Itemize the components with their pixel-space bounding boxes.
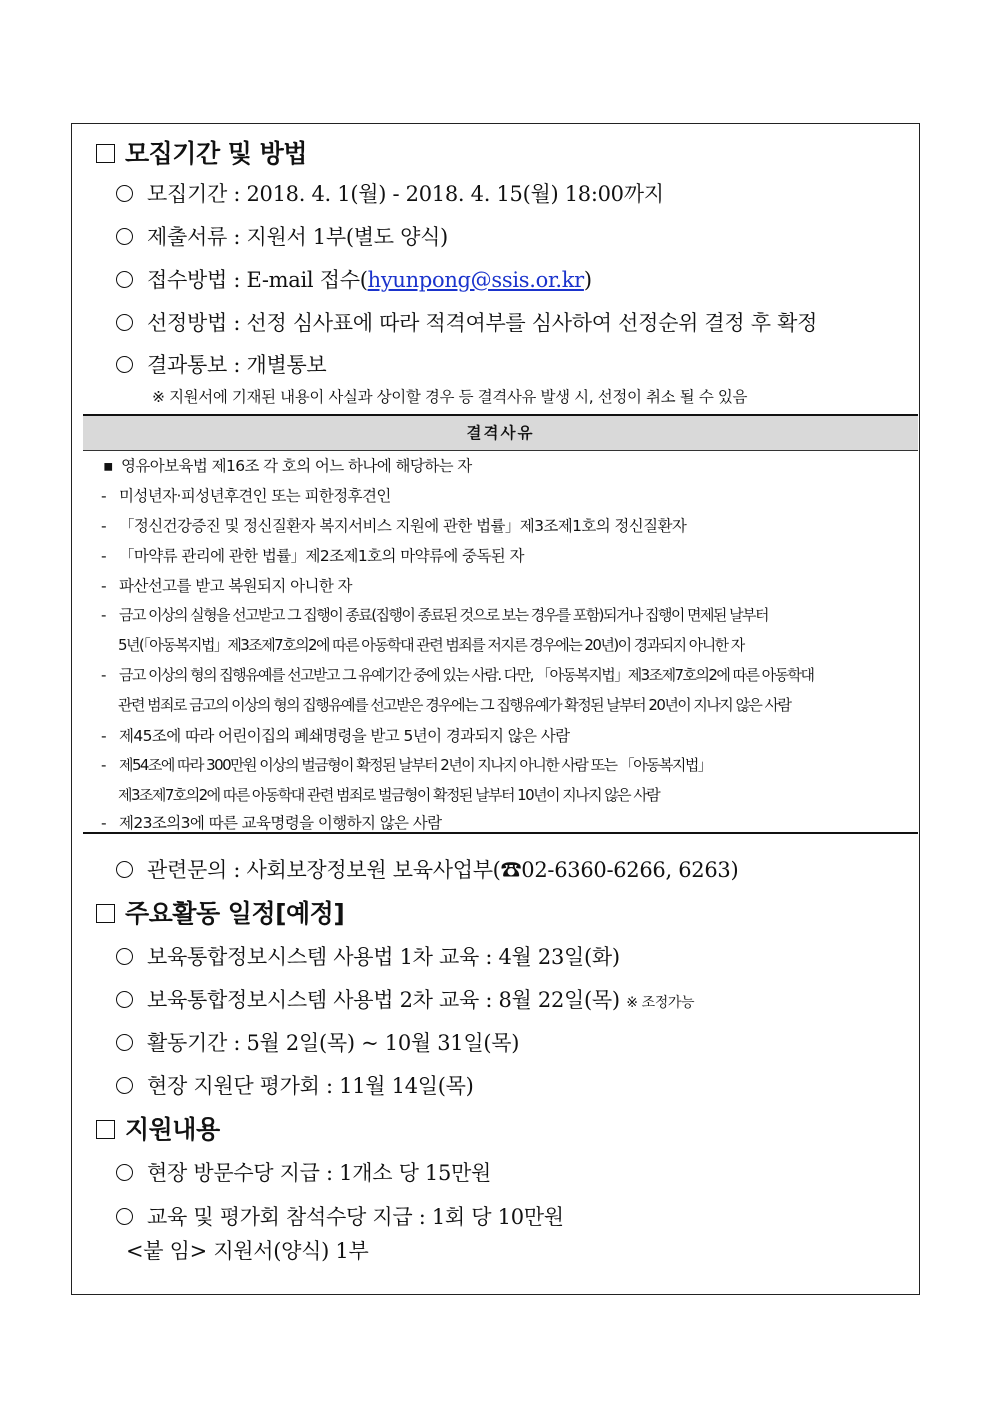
dash-marker: - — [101, 547, 106, 565]
dash-marker: - — [101, 814, 106, 832]
disq-line — [101, 724, 569, 746]
item-text: 결과통보 : 개별통보 — [147, 353, 327, 377]
circle-bullet-icon — [116, 1034, 133, 1051]
section-title-text: 모집기간 및 방법 — [125, 139, 307, 168]
item-text: 교육 및 평가회 참석수당 지급 : 1회 당 10만원 — [147, 1205, 564, 1229]
disq-line — [101, 484, 391, 506]
attachment-line: <붙 임> 지원서(양식) 1부 — [126, 1239, 369, 1263]
item-text: 보육통합정보시스템 사용법 1차 교육 : 4월 23일(화) — [147, 945, 620, 969]
dash-marker: - — [101, 756, 105, 774]
circle-bullet-icon — [116, 271, 133, 288]
section-title-text: 주요활동 일정[예정] — [125, 899, 345, 928]
circle-bullet-icon — [116, 228, 133, 245]
circle-bullet-icon — [116, 991, 133, 1008]
disq-line — [101, 604, 768, 625]
circle-bullet-icon — [116, 861, 133, 878]
schedule-item — [116, 984, 694, 1014]
checkbox-square-icon — [96, 144, 115, 163]
checkbox-square-icon — [96, 904, 115, 923]
disq-line-text: 금고 이상의 형의 집행유예를 선고받고 그 유예기간 중에 있는 사람. 다만, 「아동복지법」제3조제7호의2에 따른 아동학대 — [119, 666, 814, 684]
item-text: 관련문의 : 사회보장정보원 보육사업부( — [147, 858, 501, 882]
section-title-support — [96, 1110, 220, 1146]
checkbox-square-icon — [96, 1120, 115, 1139]
recruit-note: ※ 지원서에 기재된 내용이 사실과 상이할 경우 등 결격사유 발생 시, 선정이 취소 될 수 있음 — [152, 388, 748, 406]
phone-number: 02-6360-6266, 6263) — [521, 858, 739, 882]
disq-line-text: 「정신건강증진 및 정신질환자 복지서비스 지원에 관한 법률」제3조제1호의 정신질환자 — [119, 517, 687, 535]
adjust-note: ※ 조정가능 — [626, 995, 695, 1011]
inquiry-item — [116, 854, 738, 884]
item-text: 모집기간 : 2018. 4. 1(월) - 2018. 4. 15(월) 18:00까지 — [147, 182, 664, 206]
circle-bullet-icon — [116, 1164, 133, 1181]
item-text: 활동기간 : 5월 2일(목) ~ 10월 31일(목) — [147, 1031, 520, 1055]
disq-lead-text: 영유아보육법 제16조 각 호의 어느 하나에 해당하는 자 — [121, 457, 472, 475]
recruit-item-result — [116, 349, 326, 379]
schedule-item — [116, 1027, 519, 1057]
item-text: 제출서류 : 지원서 1부(별도 양식) — [147, 225, 448, 249]
item-text: 보육통합정보시스템 사용법 2차 교육 : 8월 22일(목) — [147, 988, 620, 1012]
dash-marker: - — [101, 606, 105, 624]
email-link[interactable]: hyunpong@ssis.or.kr — [367, 268, 584, 292]
announcement-frame — [71, 123, 920, 1295]
item-text: 선정방법 : 선정 심사표에 따라 적격여부를 심사하여 선정순위 결정 후 확정 — [147, 311, 818, 335]
disq-lead — [103, 454, 472, 476]
disqualification-box — [83, 414, 918, 834]
dash-marker: - — [101, 487, 106, 505]
disq-line — [101, 544, 524, 566]
disq-line-continued: 관련 범죄로 금고의 이상의 형의 집행유예를 선고받은 경우에는 그 집행유예가 확정된 날부터 20년이 지나지 않은 사람 — [118, 696, 791, 714]
disq-line — [101, 664, 813, 685]
disq-line-continued: 제3조제7호의2에 따른 아동학대 관련 범죄로 벌금형이 확정된 날부터 10년이 지나지 않은 사람 — [118, 786, 660, 804]
recruit-item-period — [116, 178, 664, 208]
recruit-item-selection — [116, 307, 817, 337]
disq-line-continued: 5년(「아동복지법」제3조제7호의2에 따른 아동학대 관련 범죄를 저지른 경우에는 20년)이 경과되지 아니한 자 — [118, 636, 744, 654]
dash-marker: - — [101, 666, 105, 684]
section-title-schedule — [96, 894, 344, 930]
item-text: ) — [583, 268, 592, 292]
phone-icon: ☎ — [500, 858, 522, 882]
disq-line-text: 미성년자·피성년후견인 또는 피한정후견인 — [119, 487, 391, 505]
disq-line — [101, 754, 711, 775]
circle-bullet-icon — [116, 356, 133, 373]
recruit-item-method — [116, 264, 592, 294]
disq-line-text: 제45조에 따라 어린이집의 폐쇄명령을 받고 5년이 경과되지 않은 사람 — [119, 727, 570, 745]
disq-line-text: 금고 이상의 실형을 선고받고 그 집행이 종료(집행이 종료된 것으로 보는 경우를 포함)되거나 집행이 면제된 날부터 — [119, 606, 768, 624]
circle-bullet-icon — [116, 185, 133, 202]
schedule-item — [116, 941, 620, 971]
item-text: 접수방법 : E-mail 접수( — [147, 268, 368, 292]
circle-bullet-icon — [116, 314, 133, 331]
recruit-item-documents — [116, 221, 448, 251]
disq-line-text: 「마약류 관리에 관한 법률」제2조제1호의 마약류에 중독된 자 — [119, 547, 524, 565]
section-title-recruit — [96, 134, 307, 170]
schedule-item — [116, 1070, 474, 1100]
dash-marker: - — [101, 517, 106, 535]
disq-line — [101, 514, 686, 536]
disq-line — [101, 574, 352, 596]
disq-line — [101, 811, 442, 833]
disqualification-header: 결격사유 — [83, 416, 918, 451]
disq-line-text: 제23조의3에 따른 교육명령을 이행하지 않은 사람 — [119, 814, 442, 832]
disq-line-text: 제54조에 따라 300만원 이상의 벌금형이 확정된 날부터 2년이 지나지 아니한 사람 또는 「아동복지법」 — [119, 756, 712, 774]
circle-bullet-icon — [116, 948, 133, 965]
square-bullet-icon: ▪ — [103, 457, 113, 475]
support-item — [116, 1157, 491, 1187]
item-text: 현장 지원단 평가회 : 11월 14일(목) — [147, 1074, 474, 1098]
dash-marker: - — [101, 727, 106, 745]
section-title-text: 지원내용 — [125, 1115, 220, 1144]
circle-bullet-icon — [116, 1077, 133, 1094]
circle-bullet-icon — [116, 1208, 133, 1225]
disq-line-text: 파산선고를 받고 복원되지 아니한 자 — [119, 577, 352, 595]
item-text: 현장 방문수당 지급 : 1개소 당 15만원 — [147, 1161, 492, 1185]
dash-marker: - — [101, 577, 106, 595]
support-item — [116, 1201, 564, 1231]
